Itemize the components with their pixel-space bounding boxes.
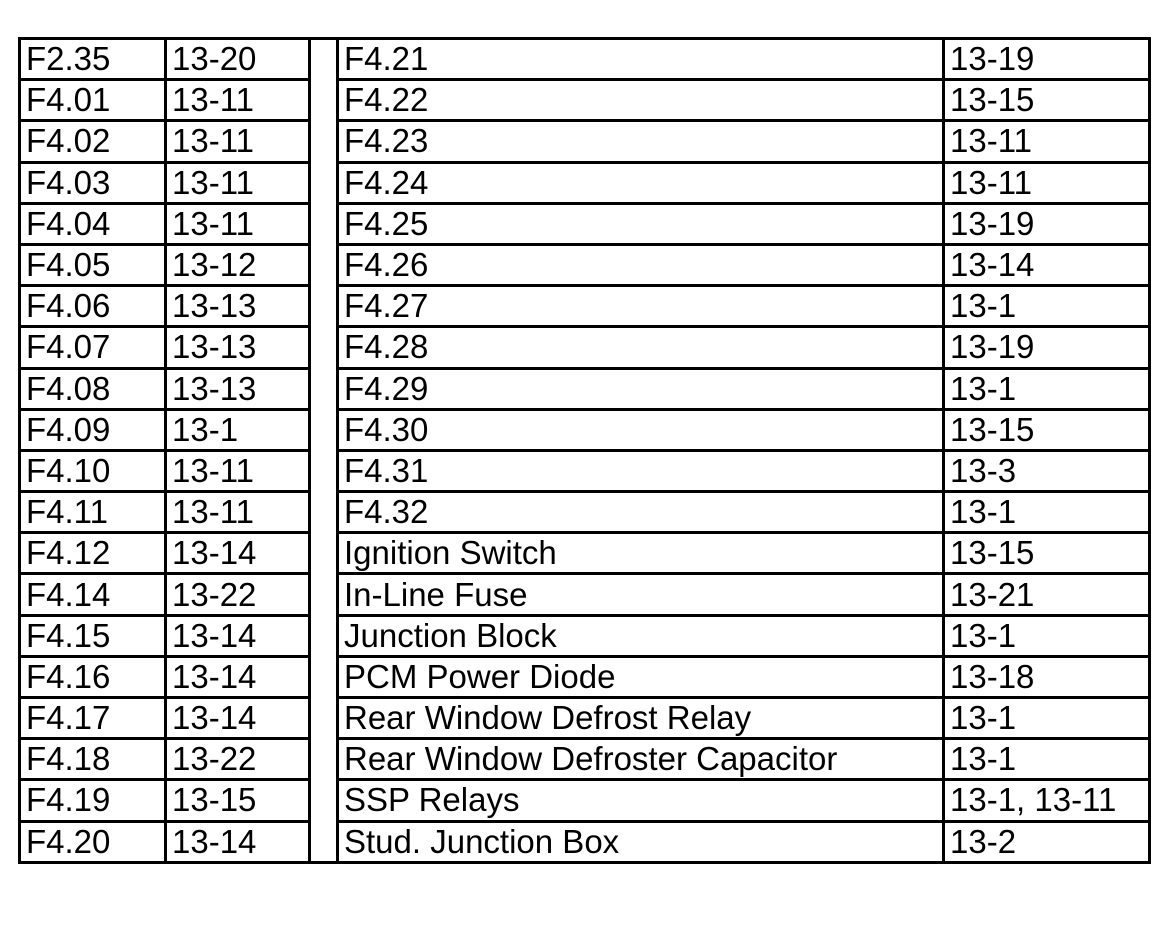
left-component-cell: F4.12: [20, 533, 166, 574]
right-page-cell: 13-1, 13-11: [944, 780, 1150, 821]
right-component-cell: SSP Relays: [338, 780, 944, 821]
column-divider: [310, 615, 338, 656]
right-component-cell: F4.27: [338, 286, 944, 327]
right-page-cell: 13-19: [944, 203, 1150, 244]
left-page-cell: 13-13: [166, 368, 310, 409]
right-component-cell: F4.28: [338, 327, 944, 368]
right-component-cell: In-Line Fuse: [338, 574, 944, 615]
table-row: [20, 739, 1150, 780]
right-page-cell: 13-1: [944, 492, 1150, 533]
right-page-cell: 13-1: [944, 286, 1150, 327]
left-component-cell: F4.14: [20, 574, 166, 615]
left-page-cell: 13-14: [166, 656, 310, 697]
left-page-cell: 13-11: [166, 80, 310, 121]
column-divider: [310, 409, 338, 450]
column-divider: [310, 574, 338, 615]
table-row: [20, 203, 1150, 244]
right-component-cell: Stud. Junction Box: [338, 821, 944, 862]
left-component-cell: F4.06: [20, 286, 166, 327]
left-page-cell: 13-22: [166, 574, 310, 615]
left-component-cell: F4.02: [20, 121, 166, 162]
left-page-cell: 13-14: [166, 698, 310, 739]
right-page-cell: 13-1: [944, 615, 1150, 656]
left-page-cell: 13-11: [166, 203, 310, 244]
column-divider: [310, 450, 338, 491]
left-page-cell: 13-11: [166, 492, 310, 533]
column-divider: [310, 368, 338, 409]
column-divider: [310, 698, 338, 739]
table-row: [20, 80, 1150, 121]
table-row: [20, 244, 1150, 285]
column-divider: [310, 162, 338, 203]
right-component-cell: F4.21: [338, 39, 944, 80]
right-component-cell: F4.31: [338, 450, 944, 491]
right-component-cell: F4.29: [338, 368, 944, 409]
right-page-cell: 13-1: [944, 739, 1150, 780]
left-component-cell: F4.09: [20, 409, 166, 450]
column-divider: [310, 821, 338, 862]
left-component-cell: F2.35: [20, 39, 166, 80]
table-row: [20, 450, 1150, 491]
left-page-cell: 13-13: [166, 286, 310, 327]
table-row: [20, 39, 1150, 80]
column-divider: [310, 327, 338, 368]
column-divider: [310, 244, 338, 285]
column-divider: [310, 203, 338, 244]
left-component-cell: F4.19: [20, 780, 166, 821]
column-divider: [310, 39, 338, 80]
right-component-cell: Rear Window Defroster Capacitor: [338, 739, 944, 780]
column-divider: [310, 492, 338, 533]
right-page-cell: 13-1: [944, 698, 1150, 739]
right-page-cell: 13-19: [944, 39, 1150, 80]
left-page-cell: 13-20: [166, 39, 310, 80]
right-page-cell: 13-15: [944, 533, 1150, 574]
left-component-cell: F4.20: [20, 821, 166, 862]
left-page-cell: 13-11: [166, 121, 310, 162]
component-index-table: [18, 37, 1151, 864]
left-component-cell: F4.16: [20, 656, 166, 697]
component-index-body: [20, 39, 1150, 863]
table-row: [20, 698, 1150, 739]
left-component-cell: F4.10: [20, 450, 166, 491]
table-row: [20, 368, 1150, 409]
table-row: [20, 327, 1150, 368]
left-component-cell: F4.04: [20, 203, 166, 244]
left-component-cell: F4.18: [20, 739, 166, 780]
column-divider: [310, 780, 338, 821]
column-divider: [310, 121, 338, 162]
right-page-cell: 13-15: [944, 80, 1150, 121]
right-page-cell: 13-18: [944, 656, 1150, 697]
table-row: [20, 615, 1150, 656]
left-page-cell: 13-11: [166, 450, 310, 491]
right-page-cell: 13-21: [944, 574, 1150, 615]
right-component-cell: PCM Power Diode: [338, 656, 944, 697]
column-divider: [310, 656, 338, 697]
right-page-cell: 13-1: [944, 368, 1150, 409]
left-page-cell: 13-1: [166, 409, 310, 450]
column-divider: [310, 80, 338, 121]
table-row: [20, 656, 1150, 697]
column-divider: [310, 739, 338, 780]
table-row: [20, 821, 1150, 862]
left-component-cell: F4.11: [20, 492, 166, 533]
table-row: [20, 574, 1150, 615]
left-page-cell: 13-12: [166, 244, 310, 285]
table-row: [20, 492, 1150, 533]
right-page-cell: 13-11: [944, 162, 1150, 203]
right-page-cell: 13-11: [944, 121, 1150, 162]
left-component-cell: F4.15: [20, 615, 166, 656]
right-component-cell: F4.22: [338, 80, 944, 121]
right-page-cell: 13-19: [944, 327, 1150, 368]
right-component-cell: F4.26: [338, 244, 944, 285]
right-component-cell: F4.24: [338, 162, 944, 203]
right-page-cell: 13-3: [944, 450, 1150, 491]
right-component-cell: F4.32: [338, 492, 944, 533]
right-page-cell: 13-14: [944, 244, 1150, 285]
left-page-cell: 13-11: [166, 162, 310, 203]
table-row: [20, 162, 1150, 203]
left-component-cell: F4.05: [20, 244, 166, 285]
table-row: [20, 780, 1150, 821]
left-page-cell: 13-22: [166, 739, 310, 780]
left-page-cell: 13-14: [166, 533, 310, 574]
left-component-cell: F4.08: [20, 368, 166, 409]
left-component-cell: F4.07: [20, 327, 166, 368]
right-component-cell: Rear Window Defrost Relay: [338, 698, 944, 739]
right-page-cell: 13-15: [944, 409, 1150, 450]
right-component-cell: F4.25: [338, 203, 944, 244]
left-page-cell: 13-14: [166, 615, 310, 656]
right-component-cell: F4.23: [338, 121, 944, 162]
left-page-cell: 13-13: [166, 327, 310, 368]
left-page-cell: 13-14: [166, 821, 310, 862]
column-divider: [310, 533, 338, 574]
table-row: [20, 121, 1150, 162]
left-component-cell: F4.03: [20, 162, 166, 203]
right-component-cell: Junction Block: [338, 615, 944, 656]
left-component-cell: F4.01: [20, 80, 166, 121]
table-row: [20, 286, 1150, 327]
right-component-cell: Ignition Switch: [338, 533, 944, 574]
table-row: [20, 533, 1150, 574]
table-row: [20, 409, 1150, 450]
left-page-cell: 13-15: [166, 780, 310, 821]
right-page-cell: 13-2: [944, 821, 1150, 862]
right-component-cell: F4.30: [338, 409, 944, 450]
column-divider: [310, 286, 338, 327]
left-component-cell: F4.17: [20, 698, 166, 739]
